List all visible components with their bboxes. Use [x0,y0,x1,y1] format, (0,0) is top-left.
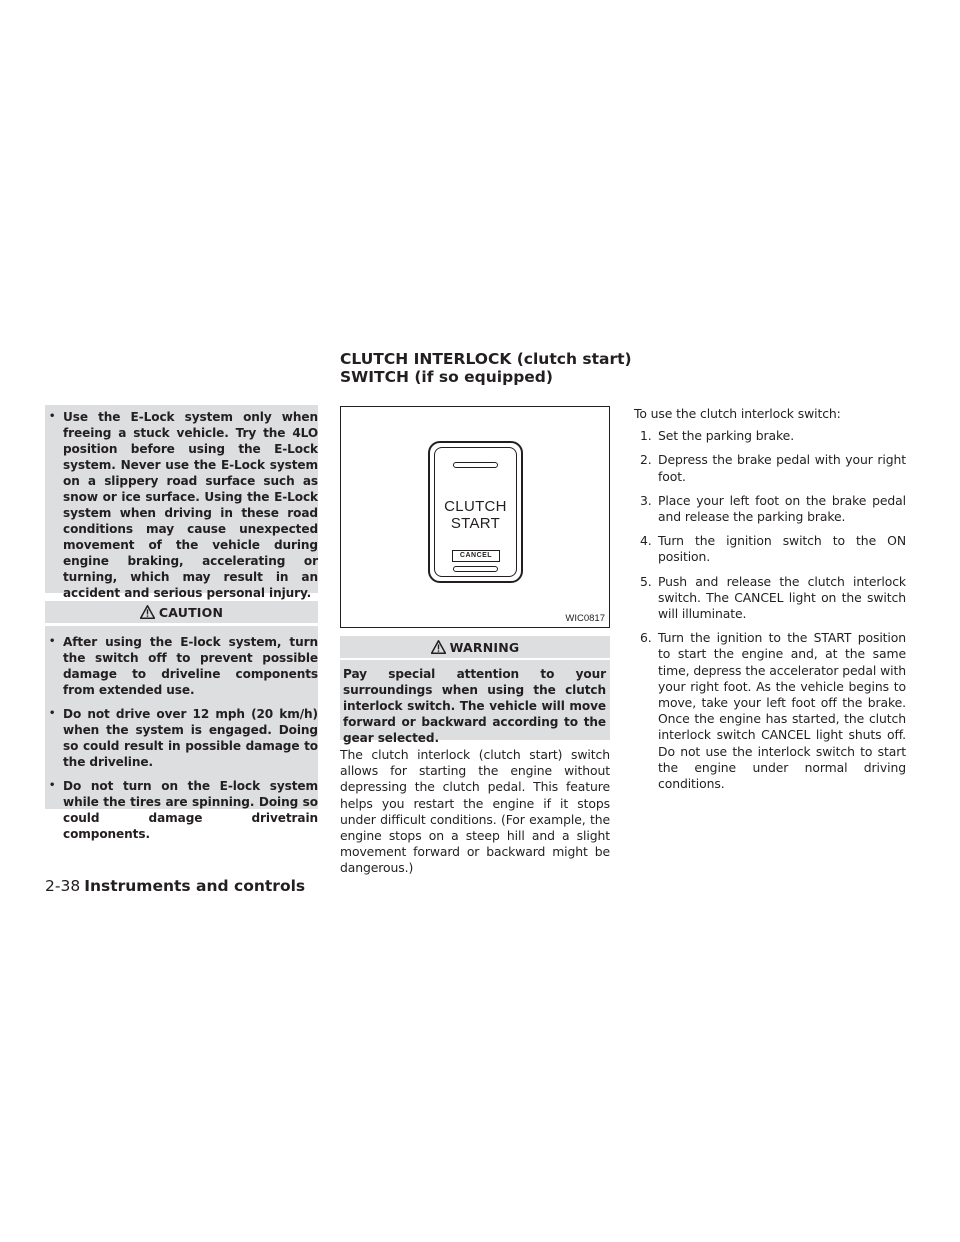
step-5: 5. Push and release the clutch interlock switch. The CANCEL light on the switch will illuminate. [640,573,906,622]
caution-header [45,601,318,623]
step-2: 2. Depress the brake pedal with your right foot. [640,452,906,484]
description-paragraph: The clutch interlock (clutch start) switch allows for starting the engine without depressing the clutch pedal. This feature helps you restart the engine if it stops under difficult conditions. (For example, the engine stops on a steep hill and a slight movement forward or backward might be dangerous.) [340,747,610,876]
caution-item-3: • Do not turn on the E-lock system while the tires are spinning. Doing so could damage drivetrain components. [45,778,318,842]
page-number: 2-38 [45,877,81,895]
elock-note: • Use the E-Lock system only when freeing a stuck vehicle. Try the 4LO position before using the E-Lock system. Never use the E-Lock system on a slippery road surface such as snow or ice surface. Using the E-Lock system when driving in these road conditions may cause unexpected movement of the vehicle during engine braking, accelerating or turning, which may result in an accident and serious personal injury. [45,409,318,601]
caution-item-2: • Do not drive over 12 mph (20 km/h) when the system is engaged. Doing so could result in possible damage to the driveline. [45,706,318,770]
step-1: 1. Set the parking brake. [640,428,795,444]
switch-outer-bezel [428,441,523,583]
switch-inner-face [434,447,517,577]
section-title-line1: CLUTCH INTERLOCK (clutch start) [340,350,632,368]
figure-code: WIC0817 [565,613,605,624]
caution-item-1: • After using the E-lock system, turn the switch off to prevent possible damage to driveline components from extended use. [45,634,318,698]
switch-label [435,498,516,532]
chapter-title: Instruments and controls [84,877,306,895]
section-title [340,350,632,386]
section-title-line2: SWITCH (if so equipped) [340,368,553,386]
warning-icon [431,640,446,654]
warning-box [340,660,610,745]
caution-box [45,626,318,841]
caution-heading: CAUTION [158,604,224,620]
warning-header [340,636,610,658]
cancel-indicator: CANCEL [452,550,500,562]
steps-list [634,428,906,792]
warning-text: Pay special attention to your surroundings when using the clutch interlock switch. The vehicle will move forward or backward according to the gear selected. [343,667,606,745]
warning-heading: WARNING [449,639,520,655]
switch-top-ridge [453,462,498,468]
page-footer [45,876,305,896]
switch-bottom-ridge [453,566,498,572]
elock-note-box [45,405,318,600]
caution-icon [140,605,155,619]
switch-label-line2: START [450,515,501,532]
step-3: 3. Place your left foot on the brake pedal and release the parking brake. [640,492,906,525]
step-6: 6. Turn the ignition to the START position to start the engine and, at the same time, depress the accelerator pedal with your right foot. As the vehicle begins to move, take your left foot off the brake. Once the engine has started, the clutch interlock switch CANCEL light shuts off. Do not use the interlock switch to start the engine under normal driving conditions. [640,630,906,792]
step-4: 4. Turn the ignition switch to the ON position. [640,533,906,565]
switch-label-line1: CLUTCH [444,498,507,515]
steps-intro: To use the clutch interlock switch: [634,406,841,421]
clutch-start-figure [340,406,610,628]
steps-section [634,406,906,800]
